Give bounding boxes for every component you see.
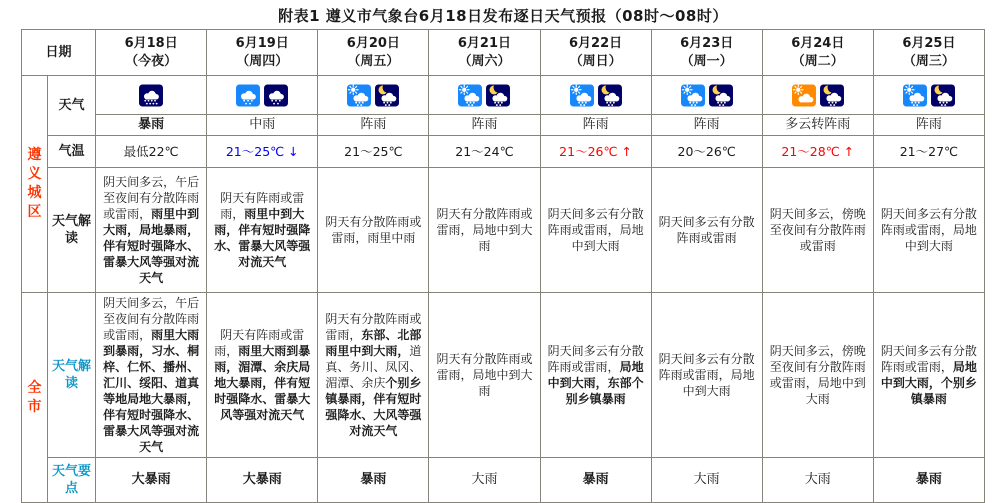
shower-day-icon [680, 84, 706, 107]
weekday-text: （周三） [902, 53, 955, 69]
date-text: 6月22日 [569, 35, 623, 51]
points-cell [96, 458, 207, 503]
weather-icon-cell [318, 76, 429, 115]
shower-day-icon [457, 84, 483, 107]
text-segment: 阴天有阵雨或雷雨， [214, 328, 305, 358]
text-segment: 局地中到大雨，个别乡镇暴雨 [880, 360, 977, 406]
text-segment: 阵雨 [915, 117, 942, 132]
weather-text-cell [540, 115, 651, 136]
weather-icon-cell [540, 76, 651, 115]
text-segment: 阴天间多云有分散阵雨或雷雨，局地中到大雨 [658, 352, 755, 398]
shower-night-icon [485, 84, 511, 107]
header-row [22, 30, 985, 76]
text-segment: 阴天间多云有分散阵雨或雷雨，局地中到大雨 [547, 207, 644, 253]
weather-icon-cell [96, 76, 207, 115]
text-segment: 阵雨 [693, 117, 720, 132]
text-segment: 阴天间多云，午后至夜间有分散阵雨或雷雨， [103, 175, 200, 221]
temp-cell: 21～27℃ [873, 136, 984, 168]
text-segment: 阴天有分散阵雨或雷雨， [325, 312, 422, 342]
all-interp-cell [429, 293, 540, 458]
weather-text-cell [318, 115, 429, 136]
city-interp-cell [207, 168, 318, 293]
weekday-text: （周五） [347, 53, 400, 69]
temp-cell: 21～26℃ ↑ [540, 136, 651, 168]
shower-night-icon [597, 84, 623, 107]
weather-icon-cell [207, 76, 318, 115]
text-segment: 阴天有分散阵雨或雷雨，局地中到大雨 [436, 207, 533, 253]
weather-points-row [22, 458, 985, 503]
date-cell [429, 30, 540, 76]
points-cell [762, 458, 873, 503]
city-interp-cell [429, 168, 540, 293]
weather-text-row [22, 115, 985, 136]
text-segment: 道真、务川、凤冈、湄潭、余庆 [325, 344, 422, 390]
temp-row-label: 气温 [48, 136, 96, 168]
text-segment: 东部、北部雨里中到大雨， [325, 328, 422, 358]
date-row-label: 日期 [22, 30, 96, 76]
date-cell [540, 30, 651, 76]
weather-text-cell [96, 115, 207, 136]
date-text: 6月25日 [902, 35, 956, 51]
text-segment: 个别乡镇暴雨，伴有短时强降水、大风等强对流天气 [325, 376, 422, 438]
forecast-table [21, 29, 985, 503]
temp-cell: 最低22℃ [96, 136, 207, 168]
cloudy-day-icon [791, 84, 817, 107]
city-interp-cell [540, 168, 651, 293]
all-interp-cell [762, 293, 873, 458]
allcity-interpretation-row [22, 293, 985, 458]
points-cell [540, 458, 651, 503]
date-cell [651, 30, 762, 76]
temp-cell: 21～24℃ [429, 136, 540, 168]
shower-day-icon [902, 84, 928, 107]
text-segment: 暴雨 [138, 117, 165, 132]
text-segment: 阴天有阵雨或雷雨， [220, 191, 305, 221]
weather-text-cell [207, 115, 318, 136]
shower-night-icon [930, 84, 956, 107]
weather-icon-cell [873, 76, 984, 115]
text-segment: 阴天间多云有分散阵雨或雷雨 [658, 215, 755, 245]
all-interp-cell [873, 293, 984, 458]
text-segment: 暴雨 [360, 472, 387, 487]
city-interp-cell [873, 168, 984, 293]
points-row-label: 天气要点 [48, 458, 96, 503]
city-interp-cell [96, 168, 207, 293]
date-text: 6月23日 [680, 35, 734, 51]
city-interpretation-row [22, 168, 985, 293]
weather-text-cell [873, 115, 984, 136]
shower-night-icon [374, 84, 400, 107]
points-cell [207, 458, 318, 503]
text-segment: 阴天间多云有分散阵雨或雷雨， [547, 344, 644, 374]
weekday-text: （周六） [458, 53, 511, 69]
weekday-text: （周一） [680, 53, 733, 69]
shower-day-icon [569, 84, 595, 107]
page-title: 附表1 遵义市气象台6月18日发布逐日天气预报（08时～08时） [278, 7, 728, 25]
shower-night-icon [708, 84, 734, 107]
text-segment: 阴天间多云有分散阵雨或雷雨， [880, 344, 977, 374]
date-cell [762, 30, 873, 76]
city-interp-cell [762, 168, 873, 293]
all-interp-label: 天气解读 [48, 293, 96, 458]
text-segment: 中雨 [249, 117, 276, 132]
text-segment: 雨里中到大雨，伴有短时强降水、雷暴大风等强对流天气 [214, 207, 311, 269]
section-label-all: 全市 [22, 293, 48, 503]
text-segment: 阴天有分散阵雨或雷雨，局地中到大雨 [436, 352, 533, 398]
points-cell [318, 458, 429, 503]
text-segment: 阵雨 [360, 117, 387, 132]
points-cell [429, 458, 540, 503]
rainstorm-night-icon [138, 84, 164, 107]
weather-icon-cell [651, 76, 762, 115]
text-segment: 雨里大雨到暴雨，湄潭、余庆局地大暴雨，伴有短时强降水、雷暴大风等强对流天气 [214, 344, 311, 422]
text-segment: 阴天间多云有分散阵雨或雷雨，局地中到大雨 [880, 207, 977, 253]
weekday-text: （今夜） [125, 53, 178, 69]
shower-night-icon [819, 84, 845, 107]
text-segment: 大雨 [471, 472, 498, 487]
section-label-city: 遵义城区 [22, 76, 48, 293]
all-interp-cell [540, 293, 651, 458]
temp-cell: 21～28℃ ↑ [762, 136, 873, 168]
temp-cell: 20～26℃ [651, 136, 762, 168]
text-segment: 阴天间多云，傍晚至夜间有分散阵雨或雷雨，局地中到大雨 [769, 344, 866, 406]
text-segment: 雨里大雨到暴雨，习水、桐梓、仁怀、播州、汇川、绥阳、道真等地局地大暴雨，伴有短时强降水、雷暴大风等强对流天气 [103, 328, 200, 454]
weather-text-cell [762, 115, 873, 136]
weather-icon-cell [762, 76, 873, 115]
text-segment: 暴雨 [915, 472, 942, 487]
date-cell [96, 30, 207, 76]
date-cell [873, 30, 984, 76]
all-interp-cell [96, 293, 207, 458]
rain-day-icon [235, 84, 261, 107]
temp-cell: 21～25℃ [318, 136, 429, 168]
text-segment: 大暴雨 [131, 472, 171, 487]
text-segment: 阴天有分散阵雨或雷雨，雨里中雨 [325, 215, 422, 245]
all-interp-cell [318, 293, 429, 458]
temp-cell: 21～25℃ ↓ [207, 136, 318, 168]
date-text: 6月19日 [235, 35, 289, 51]
weather-icons-row [22, 76, 985, 115]
date-text: 6月20日 [346, 35, 400, 51]
date-cell [207, 30, 318, 76]
city-interp-cell [318, 168, 429, 293]
text-segment: 阴天间多云，傍晚至夜间有分散阵雨或雷雨 [769, 207, 866, 253]
weather-text-cell [651, 115, 762, 136]
all-interp-cell [207, 293, 318, 458]
text-segment: 阵雨 [471, 117, 498, 132]
text-segment: 阴天间多云，午后至夜间有分散阵雨或雷雨， [103, 296, 200, 342]
text-segment: 大雨 [693, 472, 720, 487]
rain-night-icon [263, 84, 289, 107]
all-interp-cell [651, 293, 762, 458]
weather-row-label: 天气 [48, 76, 96, 136]
weather-text-cell [429, 115, 540, 136]
city-interp-cell [651, 168, 762, 293]
date-text: 6月21日 [457, 35, 512, 51]
text-segment: 暴雨 [582, 472, 609, 487]
weekday-text: （周日） [569, 53, 622, 69]
text-segment: 雨里中到大雨，局地暴雨，伴有短时强降水、雷暴大风等强对流天气 [103, 207, 200, 285]
city-interp-label: 天气解读 [48, 168, 96, 293]
text-segment: 大暴雨 [242, 472, 282, 487]
weather-icon-cell [429, 76, 540, 115]
text-segment: 多云转阵雨 [785, 117, 851, 132]
date-text: 6月18日 [124, 35, 178, 51]
text-segment: 局地中到大雨，东部个别乡镇暴雨 [547, 360, 644, 406]
points-cell [873, 458, 984, 503]
weekday-text: （周四） [236, 53, 289, 69]
text-segment: 大雨 [804, 472, 831, 487]
temperature-row [22, 136, 985, 168]
date-cell [318, 30, 429, 76]
date-text: 6月24日 [791, 35, 845, 51]
points-cell [651, 458, 762, 503]
text-segment: 阵雨 [582, 117, 609, 132]
weekday-text: （周二） [791, 53, 844, 69]
shower-day-icon [346, 84, 372, 107]
